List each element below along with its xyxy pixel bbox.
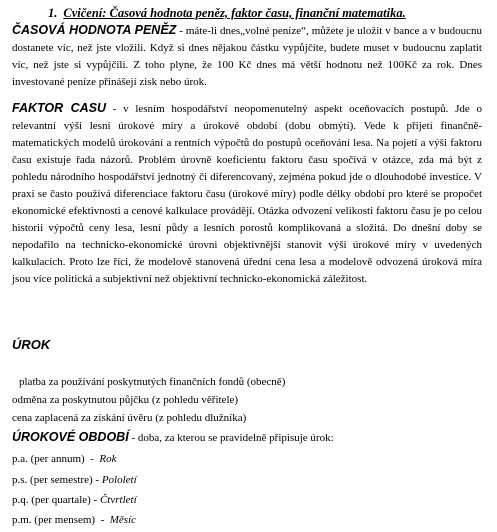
period-separator: -	[92, 474, 102, 486]
urok-line-1: platba za používání poskytnutých finančních fondů (obecně)	[19, 376, 286, 388]
period-item-mensem	[12, 514, 136, 526]
paragraph-faktor-casu	[12, 100, 482, 288]
period-separator: -	[95, 514, 110, 526]
period-abbr: p.m. (per mensem)	[12, 514, 96, 526]
heading-title: Cvičení: Časová hodnota peněz, faktor času, finanční matematika.	[63, 6, 406, 20]
urok-line-2: odměna za poskytnutou půjčku (z pohledu věřitele)	[12, 394, 239, 406]
period-abbr: p.s. (per semestre)	[12, 474, 93, 486]
period-separator: -	[90, 494, 100, 506]
period-meaning: Měsíc	[109, 514, 137, 526]
period-separator: -	[84, 453, 100, 465]
period-abbr: p.q. (per quartale)	[12, 494, 91, 506]
text-casova-hodnota: - máte-li dnes„volné peníze“, můžete je uložit v bance a v budoucnu dostanete víc, než jste vložili. Když si dnes nějakou částku vypůjčíte, budete muset v budoucnu zaplatit víc, než jste si vypůjčili. Z toho plyne, že 100 Kč dnes má větší hodnotu než 100Kč za rok. Dnes investované peníze přinášejí zisk nebo úrok.	[12, 25, 483, 88]
term-faktor-casu: FAKTOR CASU	[12, 101, 107, 115]
period-meaning: Čtvrtletí	[99, 494, 137, 506]
urokove-obdobi-line	[12, 430, 334, 444]
term-urokove-obdobi: ÚROKOVÉ OBDOBÍ	[12, 430, 129, 444]
period-item-quartale	[12, 494, 137, 506]
period-item-annum	[12, 453, 116, 465]
period-meaning: Pololetí	[101, 474, 137, 486]
period-item-semestre	[12, 474, 137, 486]
heading-number: 1.	[48, 6, 58, 20]
section-heading	[48, 6, 406, 21]
urok-line-3: cena zaplacená za získání úvěru (z pohledu dlužníka)	[12, 412, 247, 424]
text-urokove-obdobi: - doba, za kterou se pravidelně připisuje úrok:	[128, 432, 334, 444]
text-faktor-casu: - v lesním hospodářství neopomenutelný aspekt oceňovacích postupů. Jde o relevantní výši lesní úrokové míry a úrokové období (dobu obmýtí). Vede k přijetí finančně-matematických modelů úrokování a rentních výpočtů do postupů oceňování lesa. Na pojetí a výši faktoru času existuje řada názorů. Problém úrovně koeficientu faktoru času spočívá v otázce, zda má být z pohledu národního hospodářství jednotný či diferencovaný, zejména pokud jde o dlouhodobé investice. V praxi se často používá diferenciace faktoru času (úrokové míry) podle délky období pro které se propočet ekonomické efektivnosti a cenové kalkulace provádějí. Otázka odvození velikosti faktoru času je po celou historii výpočtů ceny lesa, lesní půdy a lesních porostů komplikovaná a složitá. Do dnešní doby se nepodařilo na technicko-ekonomické úrovni objektivnější stanovit výši úrokové míry v uvedených kalkulacích. Proto lze říci, že modelově stanovená úřední cena lesa a modelově odvozená úroková míra jsou více politická a subjektivní než objektivní technicko-ekonomická záležitost.	[12, 103, 482, 285]
section-title-urok: ÚROK	[12, 337, 51, 352]
term-casova-hodnota: ČASOVÁ HODNOTA PENĚZ	[12, 23, 177, 37]
period-abbr: p.a. (per annum)	[12, 453, 85, 465]
paragraph-casova-hodnota	[12, 22, 482, 91]
period-meaning: Rok	[99, 453, 117, 465]
